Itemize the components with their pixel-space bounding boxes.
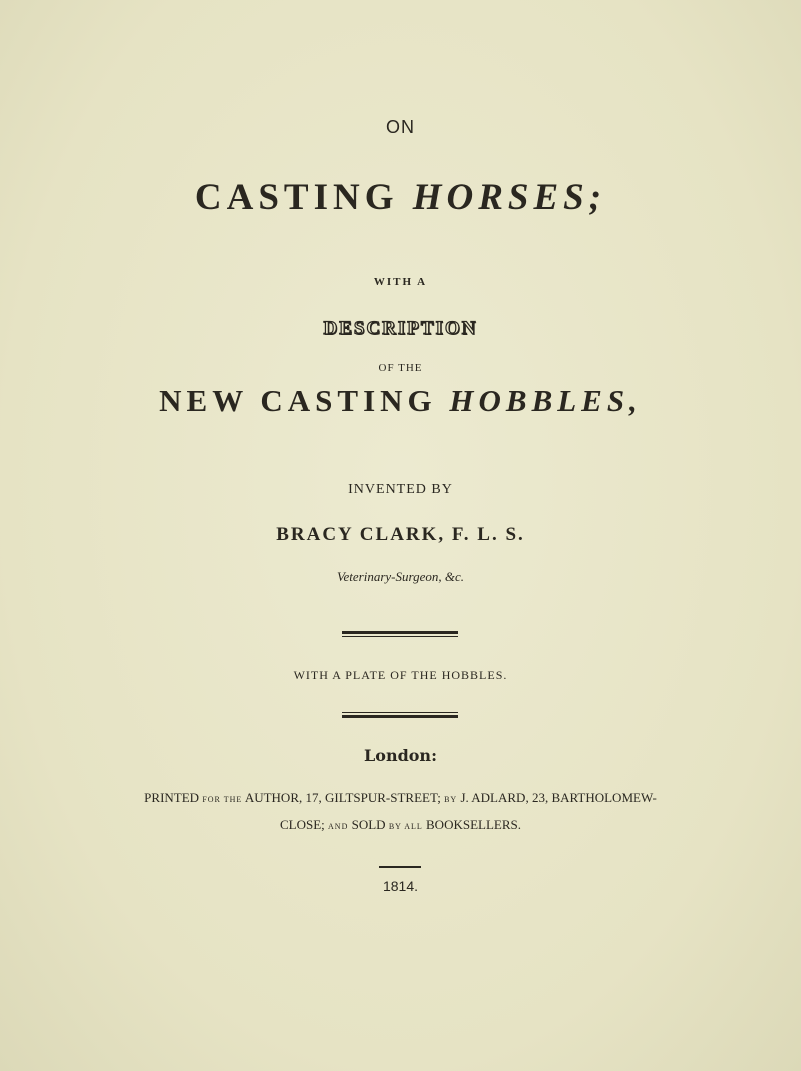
- title-casting-horses: [0, 176, 801, 219]
- imprint-by: BY: [444, 795, 458, 804]
- author-name: BRACY CLARK, F. L. S.: [276, 524, 525, 545]
- title-new-casting: NEW CASTING: [159, 383, 437, 418]
- imprint-printer: J. ADLARD, 23, BARTHOLOMEW-: [460, 790, 657, 805]
- title-word-hobbles: HOBBLES,: [449, 383, 642, 418]
- title-word-casting: CASTING: [194, 177, 399, 218]
- year-rule: [379, 866, 421, 868]
- imprint-line-2: [0, 817, 801, 833]
- imprint-booksellers: BOOKSELLERS.: [426, 817, 521, 832]
- imprint-sold: SOLD: [351, 817, 386, 832]
- imprint-printed: PRINTED: [144, 790, 200, 805]
- imprint-for-the: FOR THE: [202, 795, 243, 804]
- imprint-by-all: BY ALL: [388, 822, 423, 831]
- imprint-and: AND: [328, 822, 349, 831]
- of-the-text: OF THE: [378, 362, 423, 374]
- bottom-rule: [342, 715, 458, 718]
- imprint-close: CLOSE;: [279, 817, 325, 832]
- plate-note: WITH A PLATE OF THE HOBBLES.: [293, 668, 508, 682]
- title-new-casting-hobbles: [0, 383, 801, 419]
- imprint-author-address: AUTHOR, 17, GILTSPUR-STREET;: [244, 790, 441, 805]
- publication-year: 1814.: [382, 878, 419, 894]
- author-subtitle: Veterinary-Surgeon, &c.: [337, 569, 464, 584]
- bottom-rule-thin: [342, 712, 458, 713]
- imprint-line-1: [0, 790, 801, 806]
- description-heading: DESCRIPTION: [323, 318, 478, 339]
- top-rule-thin: [342, 636, 458, 637]
- heading-on: ON: [386, 117, 415, 137]
- title-word-horses: HORSES;: [412, 177, 607, 218]
- place-london: London:: [364, 746, 437, 765]
- invented-by-text: INVENTED BY: [348, 482, 453, 497]
- with-a-text: WITH A: [373, 276, 428, 288]
- top-rule: [342, 631, 458, 634]
